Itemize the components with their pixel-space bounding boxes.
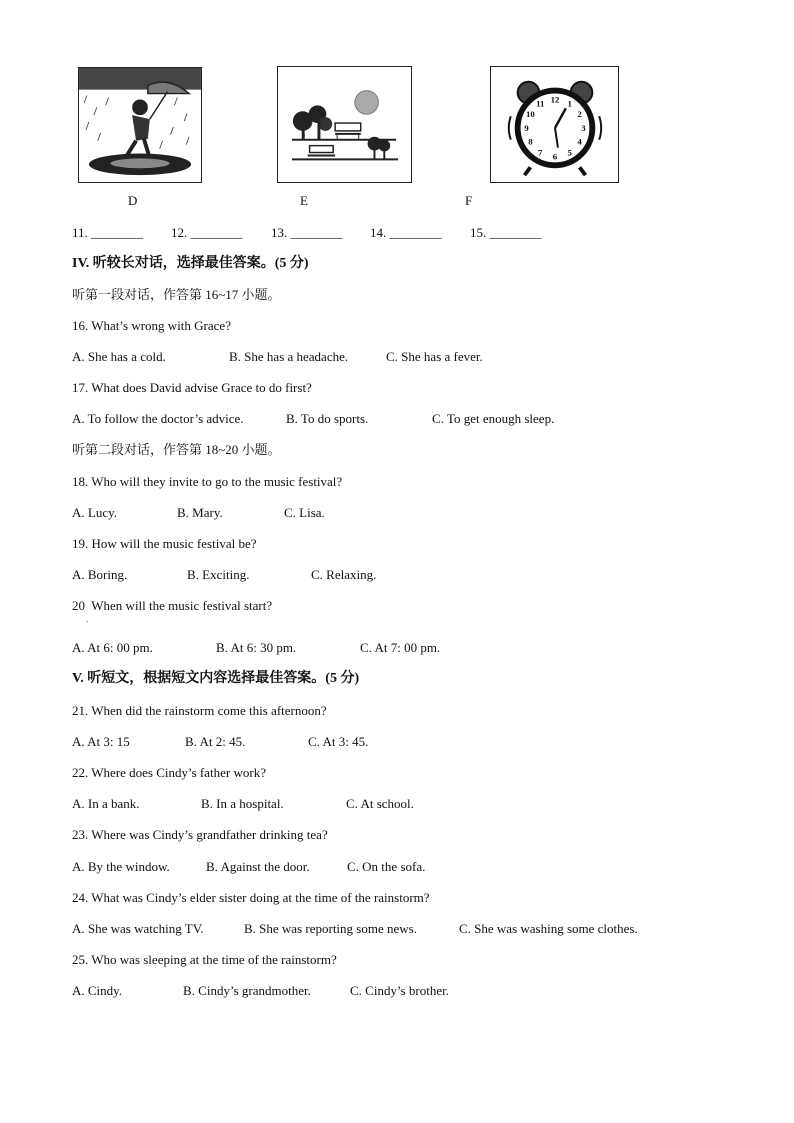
q23-option-b[interactable]: B. Against the door. — [206, 859, 310, 874]
answer-blank-15[interactable]: 15. ________ — [470, 225, 542, 240]
q16-option-c[interactable]: C. She has a fever. — [386, 349, 483, 364]
q17-option-c[interactable]: C. To get enough sleep. — [432, 411, 555, 426]
q21-option-c[interactable]: C. At 3: 45. — [308, 734, 369, 749]
question-24: 24. What was Cindy’s elder sister doing at the time of the rainstorm? — [72, 890, 430, 905]
q19-option-a[interactable]: A. Boring. — [72, 567, 128, 582]
section-5-heading: V. 听短文，根据短文内容选择最佳答案。(5 分) — [72, 671, 360, 686]
svg-text:8: 8 — [528, 136, 533, 147]
picture-e-label: E — [300, 193, 308, 208]
picture-d — [78, 67, 202, 183]
q16-option-a[interactable]: A. She has a cold. — [72, 349, 166, 364]
q22-option-b[interactable]: B. In a hospital. — [201, 796, 284, 811]
svg-text:6: 6 — [552, 151, 558, 162]
question-17: 17. What does David advise Grace to do first? — [72, 380, 312, 395]
picture-f-label: F — [465, 193, 473, 208]
q18-option-a[interactable]: A. Lucy. — [72, 505, 118, 520]
q24-option-a[interactable]: A. She was watching TV. — [72, 921, 204, 936]
question-23: 23. Where was Cindy’s grandfather drinking tea? — [72, 827, 328, 842]
q22-option-c[interactable]: C. At school. — [346, 796, 414, 811]
svg-text:5: 5 — [567, 147, 572, 158]
q23-option-a[interactable]: A. By the window. — [72, 859, 170, 874]
question-19: 19. How will the music festival be? — [72, 536, 257, 551]
q20-option-b[interactable]: B. At 6: 30 pm. — [216, 640, 297, 655]
answer-blank-12[interactable]: 12. ________ — [171, 225, 243, 240]
q21-option-a[interactable]: A. At 3: 15 — [72, 734, 130, 749]
answer-blank-13[interactable]: 13. ________ — [271, 225, 343, 240]
q25-option-a[interactable]: A. Cindy. — [72, 983, 123, 998]
alarm-clock-icon — [491, 67, 618, 182]
question-22: 22. Where does Cindy’s father work? — [72, 765, 266, 780]
section-4-part1: 听第一段对话，作答第 16~17 小题。 — [72, 287, 281, 302]
picture-d-label: D — [128, 193, 138, 208]
q20-option-c[interactable]: C. At 7: 00 pm. — [360, 640, 441, 655]
q19-option-b[interactable]: B. Exciting. — [187, 567, 250, 582]
svg-text:7: 7 — [538, 147, 543, 158]
q18-option-b[interactable]: B. Mary. — [177, 505, 223, 520]
q17-option-b[interactable]: B. To do sports. — [286, 411, 369, 426]
q25-option-b[interactable]: B. Cindy’s grandmother. — [183, 983, 311, 998]
q23-option-c[interactable]: C. On the sofa. — [347, 859, 426, 874]
q25-option-c[interactable]: C. Cindy’s brother. — [350, 983, 449, 998]
question-20: 20 When will the music festival start? — [72, 598, 273, 613]
svg-text:10: 10 — [526, 109, 535, 120]
svg-text:4: 4 — [577, 136, 582, 147]
park-icon — [278, 67, 411, 182]
svg-text:11: 11 — [536, 98, 545, 109]
q24-option-c[interactable]: C. She was washing some clothes. — [459, 921, 638, 936]
girl-in-rain-icon — [79, 68, 201, 182]
answer-blank-14[interactable]: 14. ________ — [370, 225, 442, 240]
svg-text:3: 3 — [581, 122, 586, 133]
question-25: 25. Who was sleeping at the time of the rainstorm? — [72, 952, 337, 967]
q17-option-a[interactable]: A. To follow the doctor’s advice. — [72, 411, 244, 426]
q21-option-b[interactable]: B. At 2: 45. — [185, 734, 246, 749]
q20-option-a[interactable]: A. At 6: 00 pm. — [72, 640, 153, 655]
question-16: 16. What’s wrong with Grace? — [72, 318, 231, 333]
picture-e — [277, 66, 412, 183]
svg-text:2: 2 — [577, 109, 582, 120]
q24-option-b[interactable]: B. She was reporting some news. — [244, 921, 417, 936]
svg-text:1: 1 — [567, 98, 572, 109]
q22-option-a[interactable]: A. In a bank. — [72, 796, 140, 811]
section-4-part2: 听第二段对话，作答第 18~20 小题。 — [72, 442, 281, 457]
q18-option-c[interactable]: C. Lisa. — [284, 505, 325, 520]
stray-mark: . — [86, 614, 89, 624]
question-21: 21. When did the rainstorm come this afternoon? — [72, 703, 327, 718]
q19-option-c[interactable]: C. Relaxing. — [311, 567, 377, 582]
answer-blank-11[interactable]: 11. ________ — [72, 225, 144, 240]
svg-text:12: 12 — [550, 94, 560, 105]
section-4-heading: IV. 听较长对话，选择最佳答案。(5 分) — [72, 256, 309, 271]
question-18: 18. Who will they invite to go to the music festival? — [72, 474, 343, 489]
svg-text:9: 9 — [524, 122, 529, 133]
q16-option-b[interactable]: B. She has a headache. — [229, 349, 349, 364]
picture-f — [490, 66, 619, 183]
